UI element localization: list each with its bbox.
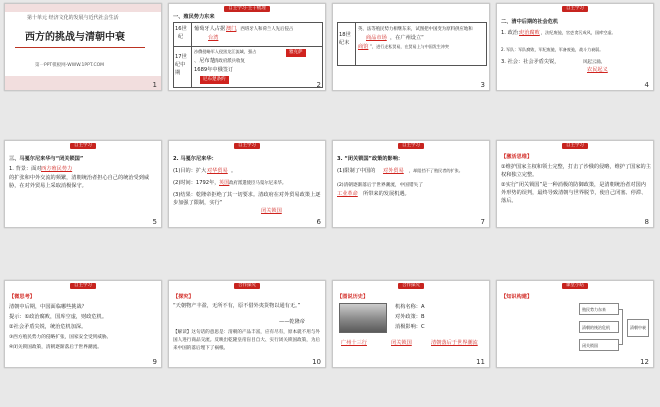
slide-header (497, 141, 653, 150)
section-heading: 一、殖民势力东来 (173, 14, 215, 20)
line-3: (3)结果：乾隆帝拒绝了其一切要求。清政府在对外贸易政策上逐步加强了限制，实行“ (173, 192, 321, 206)
node-colonial (579, 303, 619, 315)
answer-1: ①维护国家主权和领土完整，打击了沙俄的侵略，维护了国家的主权和独立完整。 (501, 164, 651, 178)
line-1: (1)目的：扩大 (173, 168, 207, 174)
header-pill: 自主学习 (398, 143, 424, 149)
hint-1: 提示：①政治腐败，国库空虚，财政危机。 (9, 314, 108, 320)
slide-4[interactable] (496, 3, 654, 91)
slide-3[interactable] (332, 3, 490, 91)
slide-number: 9 (152, 358, 157, 366)
line-3-b: 风起云涌。 (583, 59, 606, 65)
answer-market: 商品市场 (366, 35, 387, 41)
header-pill: 课堂小结 (562, 283, 588, 289)
quote-source: ——乾隆帝 (279, 319, 305, 325)
slide-number: 12 (640, 358, 649, 366)
node-label: 殖民势力东来 (582, 307, 606, 312)
slide-6[interactable] (168, 140, 326, 228)
slide-12[interactable] (496, 280, 654, 368)
answer-uprising: 农民起义 (587, 67, 608, 73)
answer-politics: 吏治腐败 (519, 30, 540, 36)
slide-number: 8 (644, 218, 649, 226)
slide-1[interactable] (4, 3, 162, 91)
slide-5[interactable] (4, 140, 162, 228)
slide-8[interactable] (496, 140, 654, 228)
slide-number: 4 (644, 81, 649, 89)
answer-trade: 对华贸易 (207, 168, 228, 174)
question: 清朝中后期，中国面临哪些挑战？ (9, 304, 87, 310)
tag-picture: 【图说历史】 (337, 294, 369, 300)
node-closed (579, 339, 619, 351)
line-1: (1)限制了中国的 (337, 168, 376, 174)
slide-number: 6 (316, 218, 321, 226)
slide-header (5, 141, 161, 150)
section-heading: 三、马戛尔尼来华与“闭关锁国” (9, 156, 84, 162)
row2-answer-yakesa: 雅克萨 (286, 49, 306, 57)
table-divider-v (355, 23, 356, 65)
row2-answer-treaty: 尼布楚条约 (200, 76, 229, 84)
header-pill: 自主学习 (562, 6, 588, 12)
slide-number: 10 (312, 358, 321, 366)
row2-text-c: 、尼布楚 (194, 58, 215, 64)
timeline-table (173, 22, 323, 88)
slide-7[interactable] (332, 140, 490, 228)
line-1: 1. 政治： (501, 30, 524, 36)
slide-1-bottom-band (5, 76, 161, 90)
table-divider-v (191, 23, 192, 87)
slide-header (497, 281, 653, 290)
answer-2: ②实行“闭关锁国”是一种消极的防御政策，是清朝统治者对国内外形势的误判，最终导致清朝与世界脱节，使自己闭塞、停滞、落后。 (501, 182, 647, 204)
row-text-c: ，在广州设立“ (390, 35, 424, 41)
node-label: 清朝的统治危机 (582, 325, 610, 330)
node-label: 闭关锁国 (582, 343, 598, 348)
tag-knowledge: 【知识构建】 (501, 294, 533, 300)
header-pill: 自主学习·主干梳理 (224, 6, 269, 12)
tag-think: 【微思考】 (9, 294, 35, 300)
slide-number: 7 (480, 218, 485, 226)
header-pill: 自主学习 (562, 143, 588, 149)
line-1: 1. 背景：面对 (9, 166, 42, 172)
label-b: 对外政策：B (395, 314, 425, 320)
hint-3: ③西方殖民势力的侵略扩张，国家安全受到威胁。 (9, 334, 112, 340)
line-2-b: 政府派遣使臣马戛尔尼来华。 (229, 180, 287, 186)
node-decline (627, 319, 649, 337)
slide-header (497, 4, 653, 13)
answer-b: 闭关锁国 (391, 340, 412, 346)
header-pill: 自主学习 (70, 143, 96, 149)
answer-industrial-revolution: 工业革命 (337, 191, 358, 197)
answer-foreign-trade: 对外贸易 (383, 168, 404, 174)
line-3: 3. 社会：社会矛盾尖锐， (501, 59, 560, 65)
answer-colonial: 西方殖民势力 (41, 166, 73, 172)
slide-1-top-band (5, 4, 161, 12)
header-pill: 自主学习 (70, 283, 96, 289)
row1-answer-macau: 澳门 (226, 26, 237, 32)
slide-number: 11 (476, 358, 485, 366)
hint-2: ②社会矛盾尖锐，统治危机加深。 (9, 324, 87, 330)
slide-2[interactable] (168, 3, 326, 91)
line-1-b: 。 (231, 168, 237, 174)
slide-header (169, 141, 325, 150)
label-a: 机构名称：A (395, 304, 425, 310)
row2-period: 17世纪中期 (175, 54, 187, 76)
answer-c: 清朝落后于世界潮流 (431, 340, 478, 346)
row-text-e: ”，进行走私贸易，在贸易上与中国发生冲突 (370, 44, 449, 50)
line-1-b: ，法纪废弛，官吏贪污成风，国库空虚。 (541, 30, 616, 36)
row1-text-c: ，西班牙人和荷兰人先后侵占 (236, 26, 294, 32)
slide-10[interactable] (168, 280, 326, 368)
row-period: 18世纪末 (339, 32, 351, 46)
section-heading: 3. “闭关锁国”政策的影响： (337, 156, 404, 162)
brand-text: 第一PPT模板网-WWW.1PPT.COM (35, 63, 105, 68)
row2-text: 沙俄侵略军入侵黑龙江流域，强占 (194, 49, 257, 55)
line-1-b: 的扩张和中外交流的频繁，清朝统治者担心自己的统治受到威胁，在对外贸易上采取消极保守。 (9, 175, 150, 189)
slide-header (5, 281, 161, 290)
line-2: (2)时间：1792年， (173, 180, 220, 186)
answer-closed-door: 闭关锁国 (261, 208, 282, 214)
row2-text-d: 清政府派兵收复 (214, 58, 245, 64)
section-heading: 二、清中后期的社会危机 (501, 19, 559, 25)
slide-header (333, 141, 489, 150)
timeline-table (337, 22, 487, 66)
row-text: 英、法等殖民势力相继东来，试图把中国变为原料供应地和 (358, 26, 473, 32)
line-2-b: 所带来的发展机遇。 (363, 191, 410, 197)
label-c: 消极影响：C (395, 324, 425, 330)
row1-answer-taiwan: 台湾 (208, 35, 219, 41)
connector-line (619, 309, 623, 345)
unit-label: 第十单元 经济文化的发展与近代社会生活 (27, 15, 119, 21)
header-pill: 合作探究 (398, 283, 424, 289)
slide-header (333, 281, 489, 290)
table-divider-h (174, 46, 322, 47)
slide-title: 西方的挑战与清朝中衰 (25, 32, 125, 43)
slide-11[interactable] (332, 280, 490, 368)
header-pill: 自主学习 (234, 143, 260, 149)
answer-factory: 商馆 (358, 44, 369, 50)
line-2: 2. 军队：军队腐败，军纪废驰，军备废弛，战斗力衰弱。 (501, 47, 604, 53)
answer-britain: 英国 (219, 180, 230, 186)
slide-header (169, 281, 325, 290)
slide-header (169, 4, 325, 13)
hint-4: ④闭关锁国政策，清朝逐渐落后于世界潮流。 (9, 344, 102, 350)
row1-period-b: 纪 (178, 34, 184, 40)
interpretation: 【解读】这句话的意思是：清朝的产品丰富，应有尽有，原本就不用与外国人进行商品交流。反映出乾隆皇帝盲目自大、实行闭关锁国政策，为后来中国的落后埋下了祸根。 (173, 330, 321, 351)
slide-number: 1 (152, 81, 157, 89)
quote: “天朝物产丰盈，无所不有，原不借外夷货物以通有无。” (173, 303, 301, 309)
row1-period: 16世 (175, 26, 187, 32)
node-label: 清朝中衰 (630, 325, 646, 330)
node-crisis (579, 321, 619, 333)
tag-explore: 【探究】 (173, 294, 194, 300)
row2-text-e: 1689年中俄签订 (194, 67, 234, 73)
historic-photo (339, 303, 387, 333)
slide-number: 2 (316, 81, 321, 89)
title-underline (15, 47, 145, 48)
line-2: (2)清朝逐渐落后于世界潮流，中国错失了 (337, 182, 423, 188)
slide-number: 3 (480, 81, 485, 89)
answer-a: 广州十三行 (341, 340, 367, 346)
slide-number: 5 (152, 218, 157, 226)
section-heading: 2. 马戛尔尼来华： (173, 156, 217, 162)
header-pill: 合作探究 (234, 283, 260, 289)
tag-activate: 【激活思维】 (501, 154, 533, 160)
line-1-b: ，却阻挡不了殖民者的扩张。 (409, 168, 463, 174)
slide-9[interactable] (4, 280, 162, 368)
row1-text: 葡萄牙人占据 (194, 26, 226, 32)
